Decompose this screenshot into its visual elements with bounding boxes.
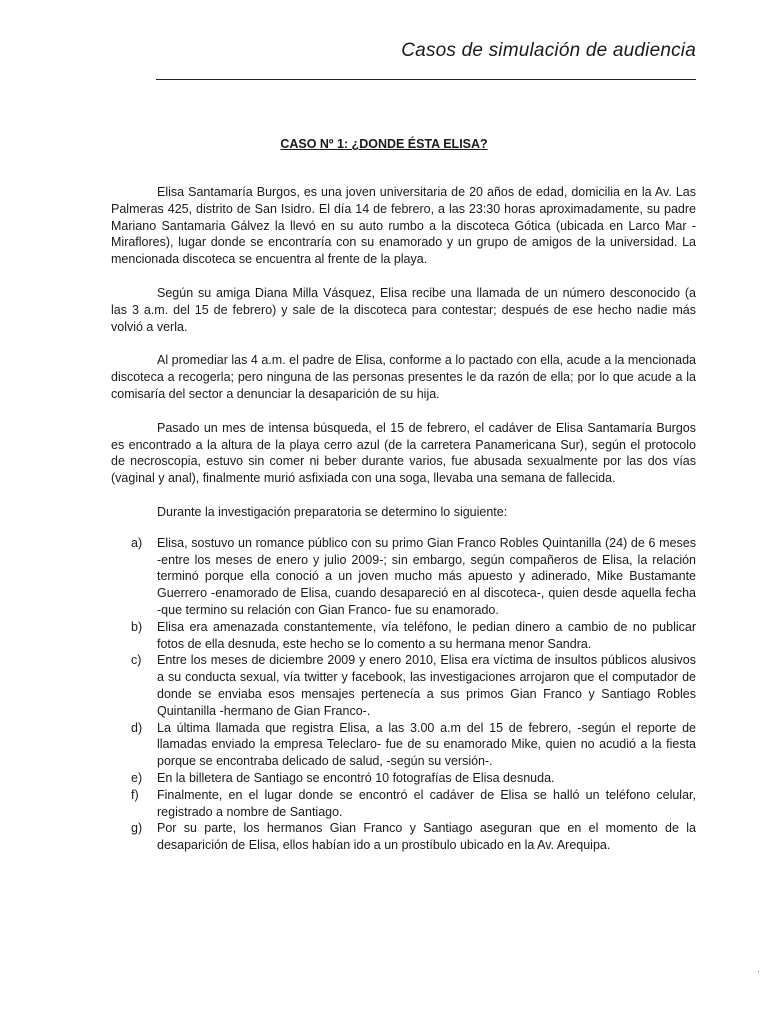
fact-text: En la billetera de Santiago se encontró 10 fotografías de Elisa desnuda. bbox=[157, 770, 555, 785]
fact-marker: a) bbox=[131, 535, 143, 550]
document-body bbox=[111, 184, 696, 854]
fact-item-g bbox=[111, 820, 696, 854]
fact-marker: f) bbox=[131, 787, 139, 802]
corner-mark: · bbox=[757, 966, 760, 976]
case-title: CASO Nº 1: ¿DONDE ÉSTA ELISA? bbox=[280, 137, 488, 151]
fact-item-b bbox=[111, 619, 696, 653]
paragraph-1: Elisa Santamaría Burgos, es una joven universitaria de 20 años de edad, domicilia en la Av. Las Palmeras 425, distrito de San Isidro. El día 14 de febrero, a las 23:30 horas aproximadamente, su padre Mariano Santamaria Gálvez la llevó en su auto rumbo a la discoteca Gótica (ubicada en Larco Mar - Miraflores), lugar donde se encontraría con su enamorado y un grupo de amigos de la universidad. La mencionada discoteca se encuentra al frente de la playa. bbox=[111, 185, 696, 267]
fact-marker: b) bbox=[131, 619, 143, 634]
fact-text: La última llamada que registra Elisa, a las 3.00 a.m del 15 de febrero, -según el reporte de llamadas enviado la empresa Teleclaro- fue de su enamorado Mike, quien no acudió a la fiesta porque se encontraba delicado de salud, -según su versión-. bbox=[157, 720, 696, 769]
facts-list bbox=[111, 535, 696, 854]
fact-item-a bbox=[111, 535, 696, 619]
fact-item-e bbox=[111, 770, 696, 787]
fact-marker: d) bbox=[131, 720, 143, 735]
fact-item-d bbox=[111, 720, 696, 770]
paragraph-3: Al promediar las 4 a.m. el padre de Elisa, conforme a lo pactado con ella, acude a la mencionada discoteca a recogerla; pero ninguna de las personas presentes le da razón de ella; por lo que acude a la comisaría del sector a denunciar la desaparición de su hija. bbox=[111, 353, 696, 401]
fact-text: Por su parte, los hermanos Gian Franco y Santiago aseguran que en el momento de la desaparición de Elisa, ellos habían ido a un prostíbulo ubicado en la Av. Arequipa. bbox=[157, 821, 696, 853]
fact-marker: c) bbox=[131, 653, 142, 668]
fact-item-f bbox=[111, 787, 696, 821]
fact-text: Elisa, sostuvo un romance público con su primo Gian Franco Robles Quintanilla (24) de 6 meses -entre los meses de enero y julio 2009-; sin embargo, según compañeros de Elisa, la relación terminó porque ella conoció a un joven mucho más apuesto y adinerado, Mike Bustamante Guerrero -enamorado de Elisa, cuando desapareció en al discoteca-, quien desde aquella fecha -que termino su relación con Gian Franco- fue su enamorado. bbox=[157, 535, 696, 617]
fact-marker: g) bbox=[131, 821, 143, 836]
paragraph-4: Pasado un mes de intensa búsqueda, el 15 de febrero, el cadáver de Elisa Santamaría Burgos es encontrado a la altura de la playa cerro azul (de la carretera Panamericana Sur), según el protocolo de necroscopia, estuvo sin comer ni beber durante varios, fue abusada sexualmente por las dos vías (vaginal y anal), finalmente murió asfixiada con una soga, llevaba una semana de fallecida. bbox=[111, 420, 696, 486]
header-rule bbox=[156, 79, 696, 80]
fact-text: Finalmente, en el lugar donde se encontró el cadáver de Elisa se halló un teléfono celular, registrado a nombre de Santiago. bbox=[157, 787, 696, 819]
paragraph-5: Durante la investigación preparatoria se determino lo siguiente: bbox=[157, 504, 508, 519]
fact-item-c bbox=[111, 652, 696, 719]
paragraph-2: Según su amiga Diana Milla Vásquez, Elisa recibe una llamada de un número desconocido (a las 3 a.m. del 15 de febrero) y sale de la discoteca para contestar; después de ese hecho nadie más volvió a verla. bbox=[111, 285, 696, 334]
fact-text: Entre los meses de diciembre 2009 y enero 2010, Elisa era víctima de insultos públicos alusivos a su conducta sexual, vía twitter y facebook, las investigaciones arrojaron que el computador de donde se enviaba esos mensajes pertenecía a sus primos Gian Franco y Santiago Robles Quintanilla -hermano de Gian Franco-. bbox=[157, 653, 696, 718]
header-title: Casos de simulación de audiencia bbox=[401, 40, 696, 61]
fact-marker: e) bbox=[131, 770, 143, 785]
fact-text: Elisa era amenazada constantemente, vía teléfono, le pedian dinero a cambio de no publicar fotos de ella desnuda, este hecho se lo comento a su hermana menor Sandra. bbox=[157, 619, 696, 651]
